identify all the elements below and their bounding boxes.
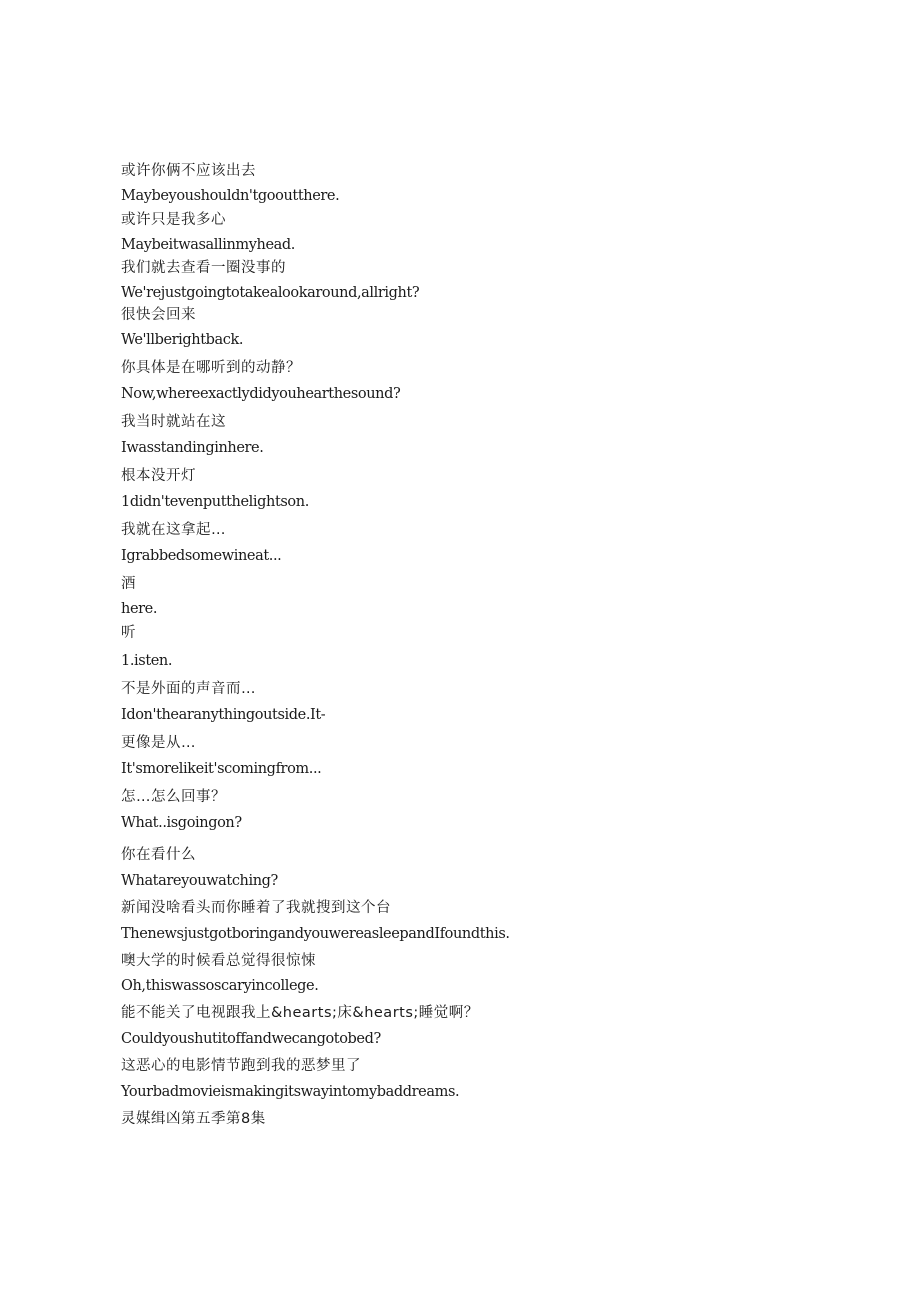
subtitle-line-en: We'rejustgoingtotakealookaround,allright?	[121, 285, 420, 301]
subtitle-line-en: It'smorelikeit'scomingfrom...	[121, 761, 322, 777]
subtitle-line-en: Iwasstandinginhere.	[121, 440, 264, 456]
subtitle-line-zh: 很快会回来	[121, 307, 196, 323]
subtitle-line-en: Igrabbedsomewineat...	[121, 548, 282, 564]
subtitle-line-zh: 这恶心的电影情节跑到我的恶梦里了	[121, 1058, 361, 1074]
subtitle-line-en: Yourbadmovieismakingitswayintomybaddreams.	[121, 1084, 460, 1100]
subtitle-line-en: Whatareyouwatching?	[121, 873, 278, 889]
subtitle-line-zh: 更像是从…	[121, 735, 196, 751]
subtitle-line-en: ThenewsjustgotboringandyouwereasleepandIfoundthis.	[121, 926, 510, 942]
subtitle-line-zh: 我们就去查看一圈没事的	[121, 260, 286, 276]
subtitle-line-en: Oh,thiswassoscaryincollege.	[121, 978, 319, 994]
subtitle-line-zh: 酒	[121, 576, 136, 592]
subtitle-line-zh: 我当时就站在这	[121, 414, 226, 430]
subtitle-line-en: Now,whereexactlydidyouhearthesound?	[121, 386, 401, 402]
subtitle-line-en: We'llberightback.	[121, 332, 244, 348]
subtitle-line-en: 1.isten.	[121, 653, 173, 669]
episode-caption: 灵媒缉凶第五季第8集	[121, 1111, 266, 1127]
subtitle-line-zh: 噢大学的时候看总觉得很惊悚	[121, 953, 316, 969]
subtitle-line-zh: 不是外面的声音而…	[121, 681, 256, 697]
subtitle-line-en: Maybeyoushouldn'tgooutthere.	[121, 188, 340, 204]
subtitle-line-zh: 新闻没啥看头而你睡着了我就搜到这个台	[121, 900, 391, 916]
subtitle-line-en: Idon'thearanythingoutside.It-	[121, 707, 326, 723]
subtitle-line-zh: 你具体是在哪听到的动静？	[121, 360, 301, 376]
subtitle-line-zh: 或许只是我多心	[121, 212, 226, 228]
subtitle-line-en: Couldyoushutitoffandwecangotobed?	[121, 1031, 381, 1047]
subtitle-line-en: What..isgoingon?	[121, 815, 242, 831]
subtitle-line-zh: 听	[121, 625, 136, 641]
subtitle-line-zh: 你在看什么	[121, 847, 196, 863]
subtitle-line-en: Maybeitwasallinmyhead.	[121, 237, 296, 253]
subtitle-line-en: 1didn'tevenputthelightson.	[121, 494, 309, 510]
subtitle-line-en: here.	[121, 601, 158, 617]
subtitle-line-zh: 根本没开灯	[121, 468, 196, 484]
subtitle-line-zh: 怎…怎么回事？	[121, 789, 226, 805]
subtitle-line-zh: 我就在这拿起…	[121, 522, 226, 538]
subtitle-line-zh: 或许你俩不应该出去	[121, 163, 256, 179]
subtitle-line-zh: 能不能关了电视跟我上&hearts;床&hearts;睡觉啊？	[121, 1005, 479, 1021]
